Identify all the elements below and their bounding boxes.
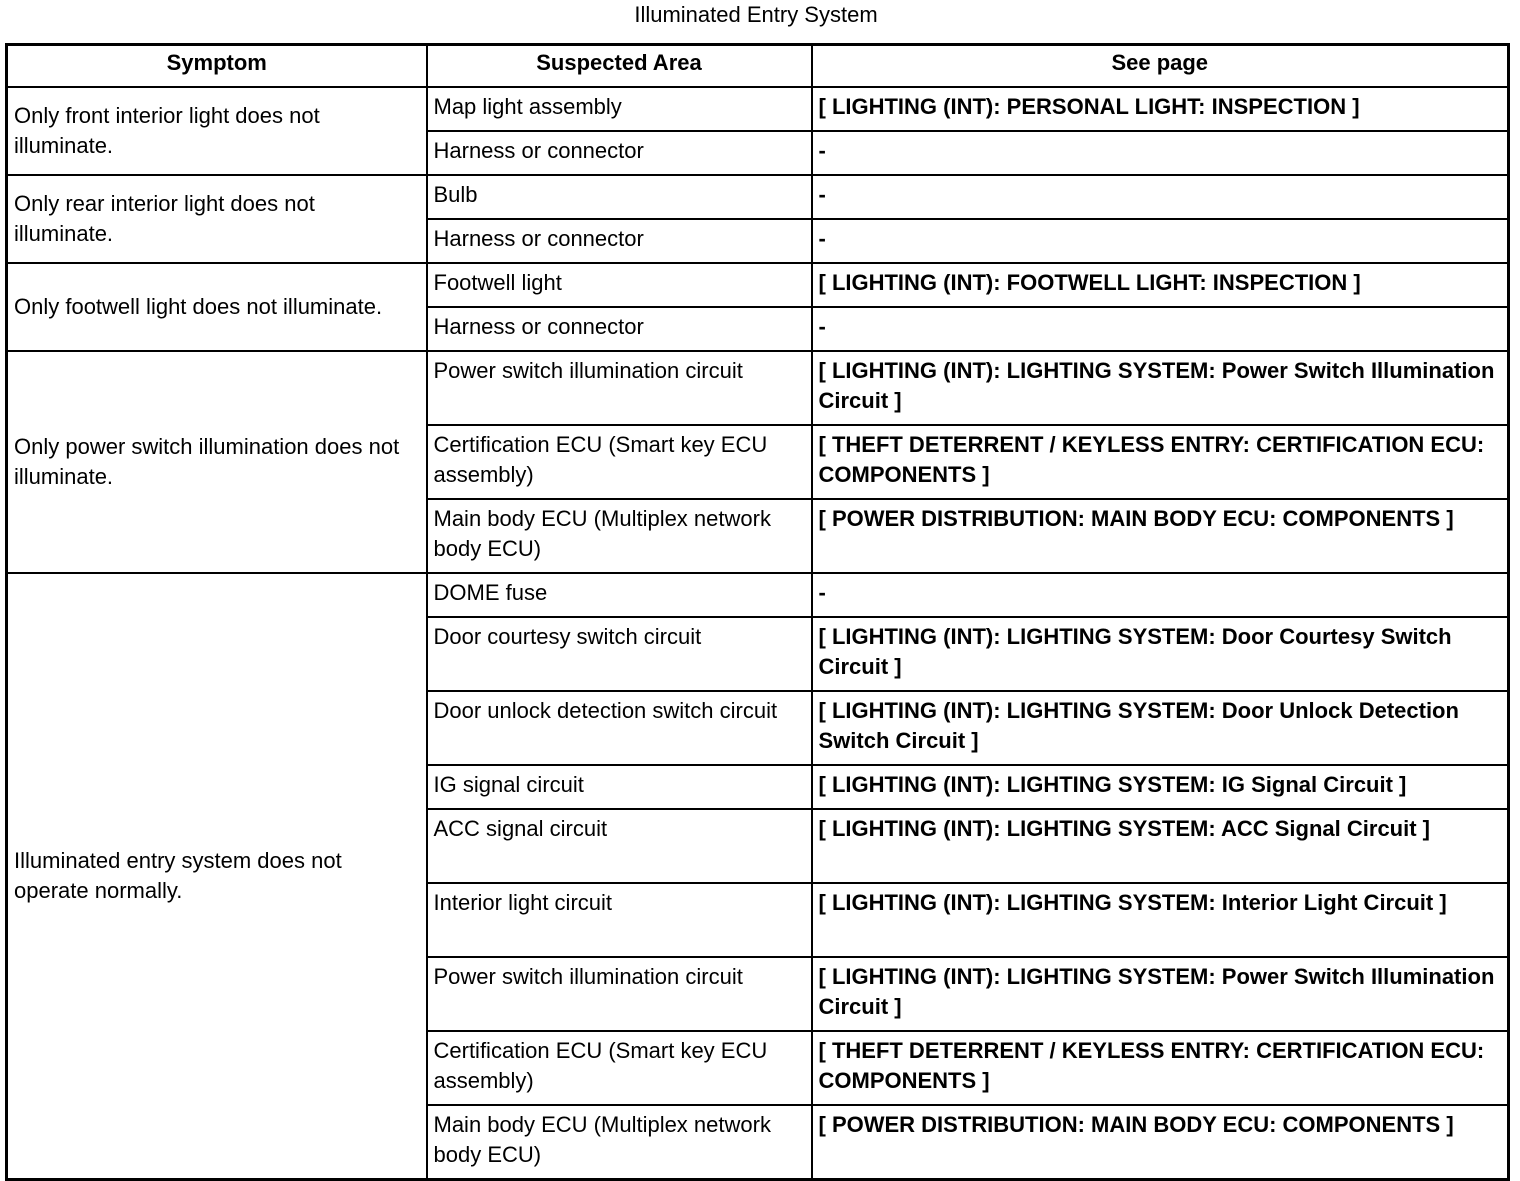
symptom-cell: Only power switch illumination does not illuminate. [7,351,427,573]
suspected-area-cell: Certification ECU (Smart key ECU assembly) [427,1031,812,1105]
symptom-cell: Only front interior light does not illuminate. [7,87,427,175]
suspected-area-cell: Harness or connector [427,131,812,175]
suspected-area-cell: DOME fuse [427,573,812,617]
see-page-cell: [ THEFT DETERRENT / KEYLESS ENTRY: CERTIFICATION ECU: COMPONENTS ] [812,1031,1509,1105]
troubleshooting-table [5,43,1510,1181]
suspected-area-cell: Main body ECU (Multiplex network body ECU) [427,1105,812,1180]
suspected-area-cell: Interior light circuit [427,883,812,957]
symptom-cell: Illuminated entry system does not operate normally. [7,573,427,1180]
see-page-cell: - [812,131,1509,175]
see-page-cell: [ POWER DISTRIBUTION: MAIN BODY ECU: COMPONENTS ] [812,1105,1509,1180]
symptom-cell: Only rear interior light does not illuminate. [7,175,427,263]
see-page-cell: - [812,573,1509,617]
table-row [7,263,1509,307]
suspected-area-cell: Power switch illumination circuit [427,351,812,425]
table-row [7,87,1509,131]
suspected-area-cell: Harness or connector [427,307,812,351]
suspected-area-cell: ACC signal circuit [427,809,812,883]
page-title: Illuminated Entry System [634,2,878,27]
see-page-cell: [ LIGHTING (INT): PERSONAL LIGHT: INSPECTION ] [812,87,1509,131]
suspected-area-cell: Certification ECU (Smart key ECU assembly) [427,425,812,499]
suspected-area-cell: Bulb [427,175,812,219]
see-page-cell: [ THEFT DETERRENT / KEYLESS ENTRY: CERTIFICATION ECU: COMPONENTS ] [812,425,1509,499]
table-row [7,573,1509,617]
suspected-area-cell: Map light assembly [427,87,812,131]
see-page-cell: - [812,307,1509,351]
header-see-page: See page [812,45,1509,88]
see-page-cell: [ LIGHTING (INT): LIGHTING SYSTEM: ACC Signal Circuit ] [812,809,1509,883]
see-page-cell: [ LIGHTING (INT): LIGHTING SYSTEM: Door Unlock Detection Switch Circuit ] [812,691,1509,765]
suspected-area-cell: Harness or connector [427,219,812,263]
header-row [7,45,1509,88]
suspected-area-cell: Door courtesy switch circuit [427,617,812,691]
table-row [7,175,1509,219]
see-page-cell: [ LIGHTING (INT): LIGHTING SYSTEM: Power Switch Illumination Circuit ] [812,351,1509,425]
see-page-cell: [ LIGHTING (INT): LIGHTING SYSTEM: Power Switch Illumination Circuit ] [812,957,1509,1031]
see-page-cell: - [812,175,1509,219]
see-page-cell: [ POWER DISTRIBUTION: MAIN BODY ECU: COMPONENTS ] [812,499,1509,573]
suspected-area-cell: IG signal circuit [427,765,812,809]
header-suspected-area: Suspected Area [427,45,812,88]
header-symptom: Symptom [7,45,427,88]
suspected-area-cell: Main body ECU (Multiplex network body ECU) [427,499,812,573]
see-page-cell: [ LIGHTING (INT): LIGHTING SYSTEM: Interior Light Circuit ] [812,883,1509,957]
suspected-area-cell: Power switch illumination circuit [427,957,812,1031]
see-page-cell: [ LIGHTING (INT): LIGHTING SYSTEM: IG Signal Circuit ] [812,765,1509,809]
see-page-cell: [ LIGHTING (INT): LIGHTING SYSTEM: Door Courtesy Switch Circuit ] [812,617,1509,691]
suspected-area-cell: Door unlock detection switch circuit [427,691,812,765]
see-page-cell: [ LIGHTING (INT): FOOTWELL LIGHT: INSPECTION ] [812,263,1509,307]
see-page-cell: - [812,219,1509,263]
symptom-cell: Only footwell light does not illuminate. [7,263,427,351]
table-row [7,351,1509,425]
suspected-area-cell: Footwell light [427,263,812,307]
